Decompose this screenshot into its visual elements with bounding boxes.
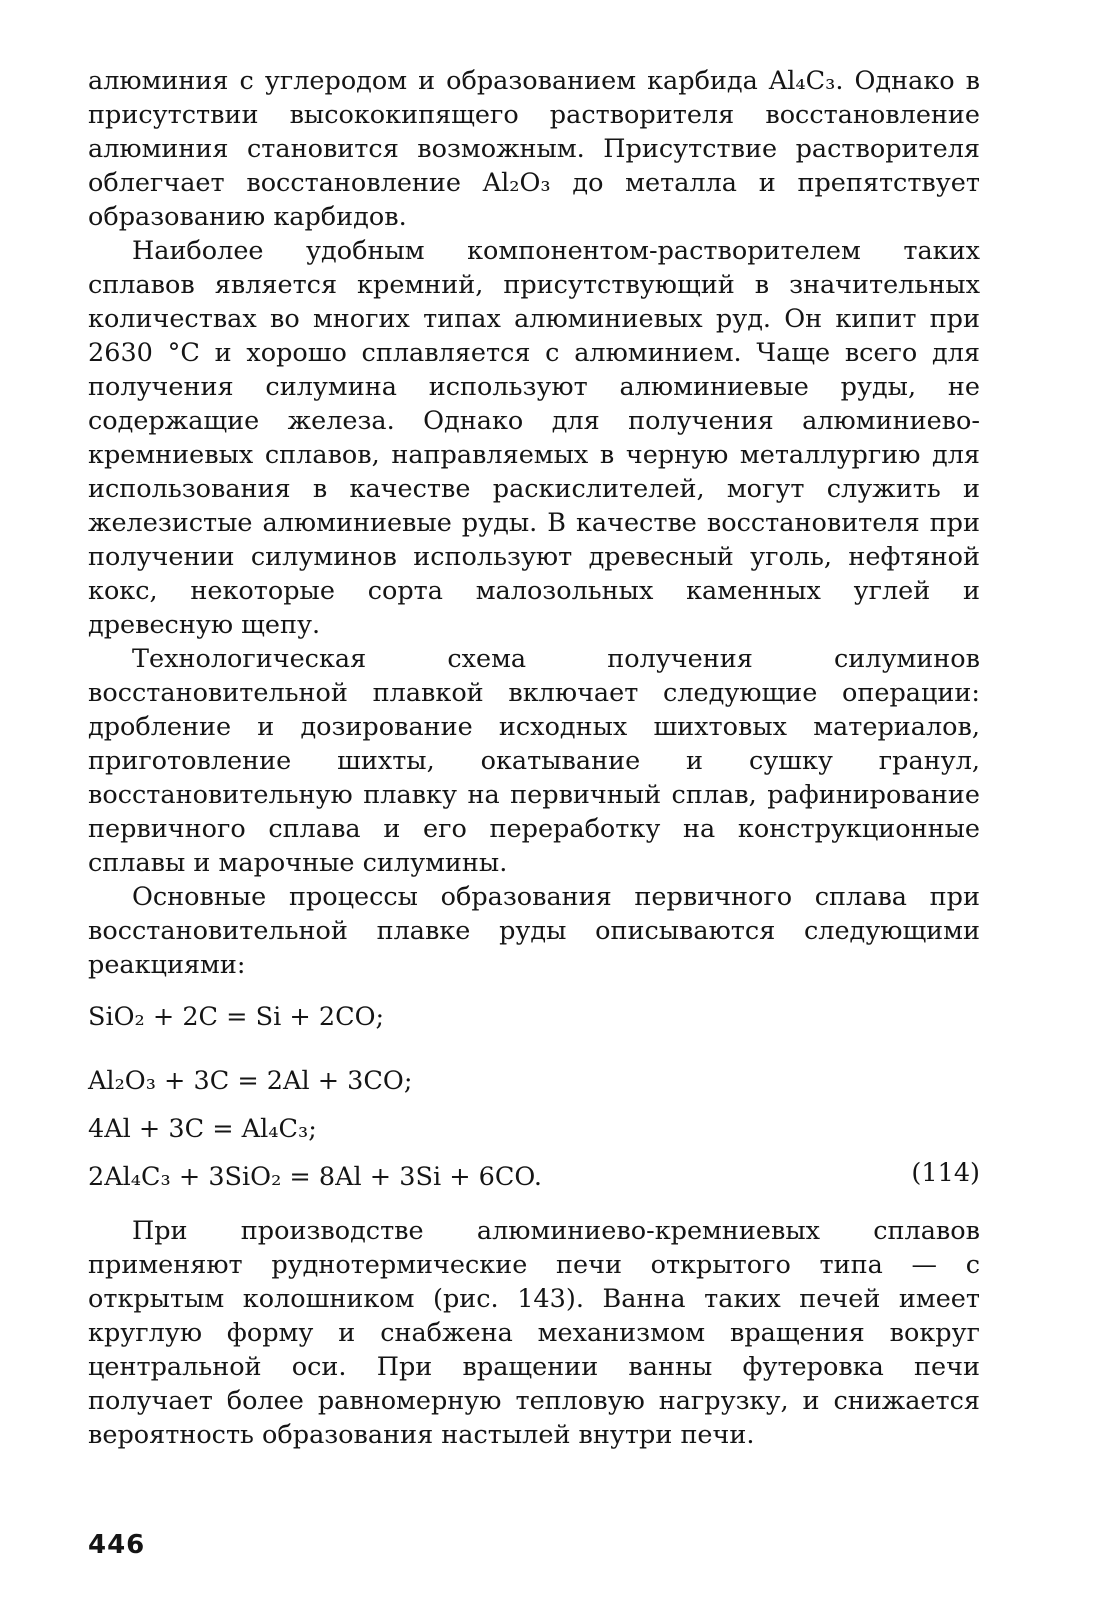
equation-1: SiO₂ + 2C = Si + 2CO; <box>88 1002 385 1032</box>
equation-3: 4Al + 3C = Al₄C₃; <box>88 1114 317 1144</box>
equation-2: Al₂O₃ + 3C = 2Al + 3CO; <box>88 1066 413 1096</box>
equation-number: (114) <box>911 1158 980 1188</box>
page-body <box>88 64 980 1452</box>
page-number: 446 <box>88 1530 146 1560</box>
equation-4: 2Al₄C₃ + 3SiO₂ = 8Al + 3Si + 6CO. <box>88 1162 542 1192</box>
equation-block <box>88 1000 980 1194</box>
paragraph-continuation: алюминия с углеродом и образованием карбида Al₄C₃. Однако в присутствии высококипящего растворителя восстановление алюминия становится возможным. Присутствие растворителя облегчает восстановление Al₂O₃ до металла и препятствует образованию карбидов. <box>88 66 980 232</box>
paragraph-reactions-intro: Основные процессы образования первичного сплава при восстановительной плавке руды описываются следующими реакциями: <box>88 882 980 980</box>
paragraph-solvent: Наиболее удобным компонентом-растворителем таких сплавов является кремний, присутствующий в значительных количествах во многих типах алюминиевых руд. Он кипит при 2630 °C и хорошо сплавляется с алюминием. Чаще всего для получения силумина используют алюминиевые руды, не содержащие железа. Однако для получения алюминиево-кремниевых сплавов, направляемых в черную металлургию для использования в качестве раскислителей, могут служить и железистые алюминиевые руды. В качестве восстановителя при получении силуминов используют древесный уголь, нефтяной кокс, некоторые сорта малозольных каменных углей и древесную щепу. <box>88 236 980 640</box>
paragraph-furnaces: При производстве алюминиево-кремниевых сплавов применяют руднотермические печи открытого типа — с открытым колошником (рис. 143). Ванна таких печей имеет круглую форму и снабжена механизмом вращения вокруг центральной оси. При вращении ванны футеровка печи получает более равномерную тепловую нагрузку, и снижается вероятность образования настылей внутри печи. <box>88 1216 980 1450</box>
paragraph-process-scheme: Технологическая схема получения силуминов восстановительной плавкой включает следующие операции: дробление и дозирование исходных шихтовых материалов, приготовление шихты, окатывание и сушку гранул, восстановительную плавку на первичный сплав, рафинирование первичного сплава и его переработку на конструкционные сплавы и марочные силумины. <box>88 644 980 878</box>
